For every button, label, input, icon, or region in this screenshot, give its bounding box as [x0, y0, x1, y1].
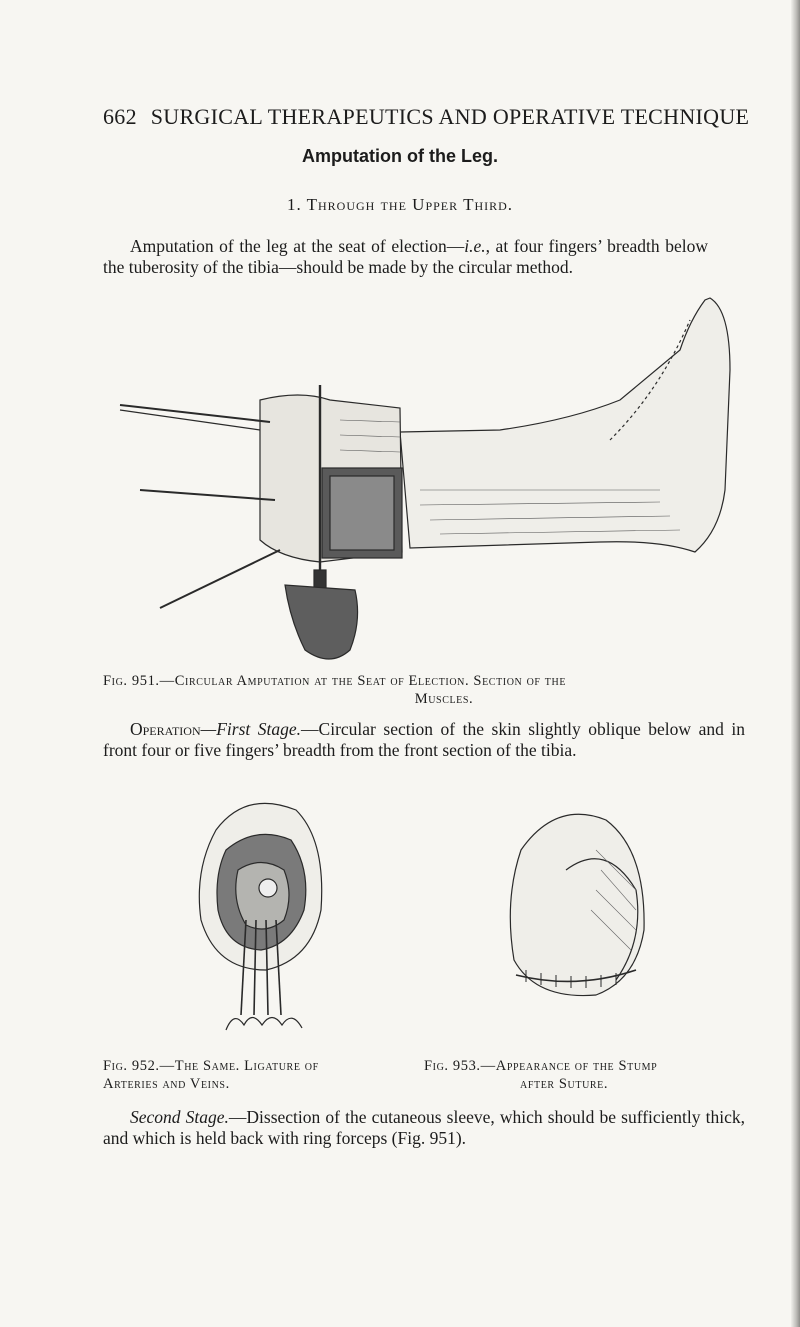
figure-952-label: Fig. 952. — [103, 1058, 160, 1074]
figure-951-caption-line2: Muscles. — [414, 691, 474, 707]
figure-953-label: Fig. 953. — [424, 1058, 481, 1074]
intro-ie: i.e. — [464, 236, 486, 256]
figure-951-illustration — [100, 290, 740, 670]
intro-lead: Amputation of the leg at the seat of election— — [130, 236, 465, 256]
second-stage-text: —Dissection of the cutaneous sleeve, which should be sufficiently thick, and which is held back with ring forceps (Fig. 951). — [103, 1107, 745, 1148]
operation-label: Operation — [130, 719, 201, 739]
section-title: Amputation of the Leg. — [302, 146, 498, 166]
intro-paragraph — [103, 236, 708, 278]
figure-951-label: Fig. 951. — [103, 673, 160, 689]
second-stage-label: Second Stage. — [130, 1107, 229, 1127]
operation-text: —Circular section of the skin slightly oblique below and in front four or five fingers’ breadth from the front section of the tibia. — [103, 719, 745, 760]
intro-rest: , at four fingers’ breadth below the tuberosity of the tibia—should be made by the circular method. — [103, 236, 709, 277]
page-number: 662 — [103, 104, 137, 129]
section-subtitle: 1. Through the Upper Third. — [286, 195, 514, 214]
running-title: SURGICAL THERAPEUTICS AND OPERATIVE TECHNIQUE — [150, 104, 750, 129]
operation-stage: —First Stage. — [200, 719, 302, 739]
operation-paragraph — [103, 719, 745, 761]
figure-953-caption-line2: after Suture. — [520, 1076, 609, 1092]
figure-952-illustration — [186, 770, 336, 1040]
figure-951-caption — [103, 672, 745, 708]
figure-951-caption-line1: —Circular Amputation at the Seat of Election. Section of the — [159, 673, 567, 689]
figure-952-caption-line1: —The Same. Ligature of — [159, 1058, 319, 1074]
second-stage-paragraph — [103, 1107, 745, 1149]
figure-953-caption — [424, 1057, 754, 1093]
running-header — [103, 104, 749, 130]
figure-953-caption-line1: —Appearance of the Stump — [480, 1058, 658, 1074]
figure-953-illustration — [496, 780, 656, 1040]
figure-952-caption-line2: Arteries and Veins. — [103, 1076, 230, 1092]
figure-952-caption — [103, 1057, 403, 1093]
